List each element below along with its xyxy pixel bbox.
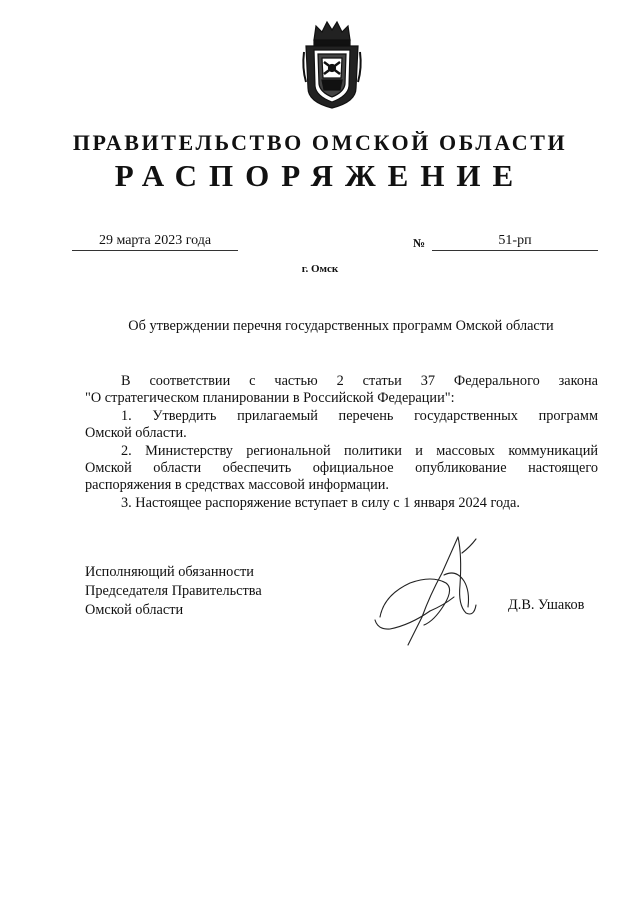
paragraph-2-line-1: 1. Утвердить прилагаемый перечень государственных программ [121, 407, 598, 424]
position-line-2: Председателя Правительства [85, 583, 262, 599]
document-number: 51-рп [432, 233, 598, 251]
paragraph-1-line-2: "О стратегическом планировании в Российской Федерации": [85, 390, 455, 407]
signatory-position [85, 563, 262, 620]
paragraph-3-line-3: распоряжения в средствах массовой информации. [85, 477, 389, 494]
document-date: 29 марта 2023 года [72, 233, 238, 251]
coat-of-arms-icon [300, 18, 364, 110]
signatory-name: Д.В. Ушаков [508, 597, 585, 613]
handwritten-signature-icon [370, 525, 500, 655]
position-line-1: Исполняющий обязанности [85, 564, 254, 580]
document-city: г. Омск [301, 263, 339, 275]
government-title: ПРАВИТЕЛЬСТВО ОМСКОЙ ОБЛАСТИ [72, 130, 568, 155]
document-type-title: РАСПОРЯЖЕНИЕ [114, 158, 526, 193]
document-body [85, 373, 598, 512]
paragraph-2-line-2: Омской области. [85, 425, 187, 442]
paragraph-1-line-1: В соответствии с частью 2 статьи 37 Федерального закона [121, 373, 598, 389]
paragraph-3-line-2: Омской области обеспечить официальное опубликование настоящего [85, 460, 598, 477]
paragraph-4: 3. Настоящее распоряжение вступает в силу с 1 января 2024 года. [121, 494, 520, 511]
position-line-3: Омской области [85, 602, 184, 618]
number-sign: № [413, 236, 426, 250]
document-subject: Об утверждении перечня государственных программ Омской области [128, 318, 554, 334]
paragraph-3-line-1: 2. Министерству региональной политики и массовых коммуникаций [121, 442, 598, 459]
